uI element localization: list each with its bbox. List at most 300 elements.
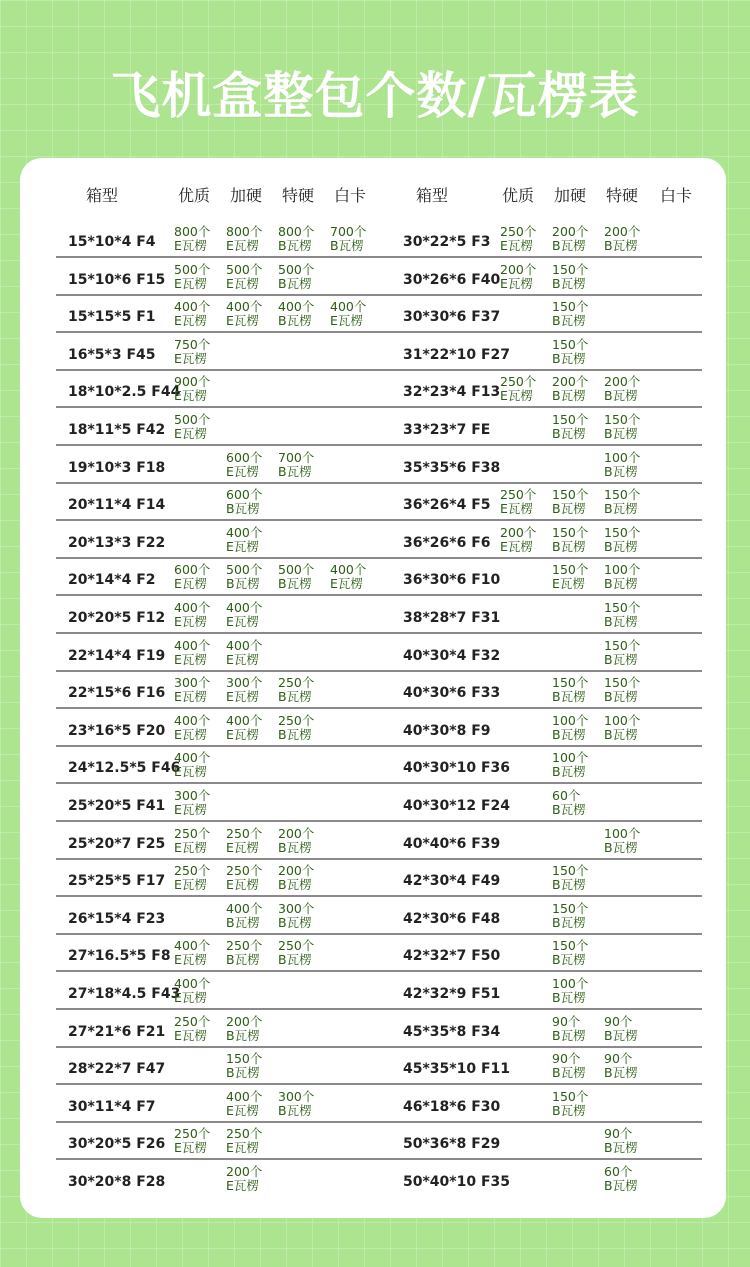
quantity-cell-hardened-right — [552, 526, 602, 554]
box-type-right: 40*30*8 F9 — [403, 722, 491, 739]
quantity-count: 200个 — [226, 1164, 263, 1179]
flute-type: B瓦楞 — [552, 877, 586, 893]
quantity-cell-extra-hard-right — [604, 1165, 654, 1193]
quantity-count: 90个 — [604, 1013, 633, 1029]
flute-type: E瓦楞 — [500, 238, 533, 253]
quantity-count: 200个 — [552, 374, 589, 390]
header-box-type-right: 箱型 — [416, 186, 449, 205]
quantity-cell-extra-hard-right — [604, 601, 654, 629]
quantity-count: 150个 — [552, 938, 589, 954]
flute-type: B瓦楞 — [278, 238, 312, 253]
quantity-count: 150个 — [552, 336, 589, 352]
quantity-count: 200个 — [552, 224, 589, 239]
table-row — [56, 710, 702, 747]
quantity-cell-white-card-left — [330, 225, 380, 253]
quantity-cell-extra-hard-left — [278, 300, 328, 328]
quantity-cell-hardened-left — [226, 639, 276, 667]
quantity-count: 250个 — [174, 1013, 211, 1029]
quantity-count: 400个 — [174, 976, 211, 991]
flute-type: B瓦楞 — [226, 1065, 260, 1081]
quantity-count: 250个 — [500, 374, 537, 390]
quantity-cell-premium-right — [500, 263, 550, 291]
quantity-count: 250个 — [278, 675, 315, 691]
table-row — [56, 1086, 702, 1123]
header-white-card-left: 白卡 — [334, 186, 367, 205]
quantity-cell-hardened-right — [552, 338, 602, 366]
quantity-cell-extra-hard-right — [604, 451, 654, 479]
flute-type: E瓦楞 — [226, 839, 259, 855]
quantity-count: 250个 — [500, 224, 537, 239]
quantity-cell-hardened-left — [226, 864, 276, 892]
flute-type: E瓦楞 — [174, 350, 207, 366]
box-type-left: 25*25*5 F17 — [68, 873, 166, 890]
flute-type: E瓦楞 — [174, 839, 207, 855]
quantity-cell-extra-hard-right — [604, 676, 654, 704]
box-type-left: 20*11*4 F14 — [68, 497, 166, 514]
flute-type: E瓦楞 — [226, 1178, 259, 1193]
flute-type: B瓦楞 — [552, 238, 586, 253]
box-type-left: 28*22*7 F47 — [68, 1061, 166, 1078]
box-type-left: 20*14*4 F2 — [68, 572, 156, 589]
quantity-count: 60个 — [604, 1164, 633, 1179]
quantity-count: 150个 — [604, 675, 641, 691]
quantity-count: 600个 — [226, 449, 263, 465]
quantity-count: 250个 — [174, 1126, 211, 1142]
quantity-count: 150个 — [604, 412, 641, 427]
quantity-count: 150个 — [604, 524, 641, 540]
quantity-cell-hardened-right — [552, 1052, 602, 1080]
box-type-right: 31*22*10 F27 — [403, 346, 511, 363]
flute-type: B瓦楞 — [552, 726, 586, 742]
box-type-right: 42*30*4 F49 — [403, 873, 501, 890]
flute-type: B瓦楞 — [604, 1178, 638, 1193]
flute-type: E瓦楞 — [174, 426, 207, 441]
quantity-cell-extra-hard-right — [604, 413, 654, 441]
flute-type: E瓦楞 — [500, 501, 533, 517]
box-type-left: 27*16.5*5 F8 — [68, 948, 171, 965]
quantity-cell-hardened-left — [226, 1165, 276, 1193]
flute-type: B瓦楞 — [226, 1027, 260, 1043]
quantity-cell-extra-hard-left — [278, 563, 328, 591]
quantity-cell-hardened-left — [226, 714, 276, 742]
table-row — [56, 259, 702, 296]
flute-type: B瓦楞 — [604, 238, 638, 253]
quantity-cell-premium-left — [174, 413, 224, 441]
quantity-cell-hardened-left — [226, 526, 276, 554]
quantity-count: 300个 — [174, 675, 211, 691]
quantity-cell-extra-hard-left — [278, 714, 328, 742]
quantity-cell-extra-hard-right — [604, 1127, 654, 1155]
header-white-card-right: 白卡 — [660, 186, 693, 205]
flute-type: B瓦楞 — [552, 914, 586, 930]
flute-type: B瓦楞 — [552, 689, 586, 705]
header-extra-hard-left: 特硬 — [282, 186, 315, 205]
quantity-count: 250个 — [174, 863, 211, 879]
box-type-right: 36*26*4 F5 — [403, 497, 491, 514]
quantity-count: 700个 — [330, 224, 367, 239]
table-row — [56, 635, 702, 672]
table-row — [56, 823, 702, 860]
box-type-left: 18*11*5 F42 — [68, 422, 166, 438]
flute-type: B瓦楞 — [552, 275, 586, 291]
quantity-count: 750个 — [174, 336, 211, 352]
quantity-cell-hardened-right — [552, 488, 602, 516]
flute-type: E瓦楞 — [174, 576, 207, 592]
box-type-left: 22*14*4 F19 — [68, 647, 166, 664]
quantity-cell-extra-hard-right — [604, 639, 654, 667]
quantity-count: 150个 — [604, 600, 641, 615]
flute-type: B瓦楞 — [278, 839, 312, 855]
flute-type: B瓦楞 — [226, 914, 260, 930]
quantity-count: 150个 — [552, 1088, 589, 1104]
quantity-cell-premium-right — [500, 375, 550, 403]
quantity-cell-extra-hard-left — [278, 864, 328, 892]
quantity-count: 100个 — [604, 825, 641, 841]
flute-type: B瓦楞 — [604, 576, 638, 592]
quantity-cell-premium-left — [174, 864, 224, 892]
box-type-right: 50*36*8 F29 — [403, 1136, 501, 1153]
table-row — [56, 1011, 702, 1048]
table-row — [56, 447, 702, 484]
quantity-count: 500个 — [226, 261, 263, 277]
quantity-count: 150个 — [226, 1051, 263, 1067]
quantity-cell-hardened-right — [552, 375, 602, 403]
quantity-count: 300个 — [278, 900, 315, 916]
quantity-cell-premium-left — [174, 1015, 224, 1043]
quantity-cell-premium-left — [174, 375, 224, 403]
quantity-cell-extra-hard-right — [604, 714, 654, 742]
quantity-count: 150个 — [552, 675, 589, 691]
quantity-cell-extra-hard-right — [604, 1052, 654, 1080]
quantity-count: 100个 — [604, 449, 641, 465]
quantity-cell-premium-left — [174, 601, 224, 629]
flute-type: B瓦楞 — [278, 463, 312, 479]
box-type-left: 25*20*5 F41 — [68, 798, 166, 814]
quantity-cell-premium-left — [174, 639, 224, 667]
box-type-right: 36*26*6 F6 — [403, 534, 491, 551]
flute-type: B瓦楞 — [552, 990, 586, 1005]
quantity-cell-hardened-left — [226, 563, 276, 591]
quantity-cell-hardened-left — [226, 225, 276, 253]
flute-type: E瓦楞 — [174, 689, 207, 705]
quantity-cell-hardened-right — [552, 789, 602, 817]
quantity-count: 250个 — [278, 938, 315, 954]
quantity-cell-hardened-right — [552, 300, 602, 328]
flute-type: B瓦楞 — [604, 1027, 638, 1043]
box-type-left: 23*16*5 F20 — [68, 722, 166, 739]
flute-type: B瓦楞 — [552, 501, 586, 517]
table-row — [56, 935, 702, 972]
quantity-count: 800个 — [278, 224, 315, 239]
quantity-count: 400个 — [226, 1088, 263, 1104]
box-type-right: 42*30*6 F48 — [403, 910, 501, 927]
quantity-cell-extra-hard-left — [278, 902, 328, 930]
quantity-count: 400个 — [330, 299, 367, 315]
flute-type: B瓦楞 — [552, 388, 586, 404]
flute-type: B瓦楞 — [604, 388, 638, 404]
flute-type: B瓦楞 — [604, 1065, 638, 1081]
quantity-cell-premium-left — [174, 714, 224, 742]
quantity-count: 150个 — [552, 299, 589, 315]
quantity-cell-hardened-right — [552, 1090, 602, 1118]
flute-type: E瓦楞 — [174, 990, 207, 1005]
flute-type: E瓦楞 — [226, 689, 259, 705]
quantity-cell-hardened-right — [552, 263, 602, 291]
quantity-count: 700个 — [278, 449, 315, 465]
flute-type: E瓦楞 — [226, 275, 259, 291]
quantity-cell-hardened-left — [226, 676, 276, 704]
quantity-count: 100个 — [604, 562, 641, 578]
table-card — [20, 158, 726, 1218]
quantity-count: 60个 — [552, 788, 581, 803]
quantity-count: 300个 — [174, 788, 211, 803]
quantity-cell-extra-hard-left — [278, 1090, 328, 1118]
quantity-count: 500个 — [174, 412, 211, 427]
flute-type: E瓦楞 — [174, 275, 207, 291]
flute-type: E瓦楞 — [226, 238, 259, 253]
quantity-count: 250个 — [226, 938, 263, 954]
quantity-count: 100个 — [552, 712, 589, 728]
quantity-cell-hardened-left — [226, 601, 276, 629]
box-type-right: 40*30*10 F36 — [403, 760, 511, 777]
quantity-cell-hardened-right — [552, 714, 602, 742]
box-type-right: 30*26*6 F40 — [403, 271, 501, 288]
quantity-cell-hardened-right — [552, 413, 602, 441]
quantity-count: 150个 — [552, 524, 589, 540]
quantity-cell-hardened-left — [226, 827, 276, 855]
box-type-left: 15*10*6 F15 — [68, 271, 166, 288]
quantity-cell-hardened-left — [226, 1015, 276, 1043]
quantity-cell-white-card-left — [330, 563, 380, 591]
flute-type: B瓦楞 — [278, 313, 312, 329]
quantity-count: 150个 — [604, 637, 641, 653]
box-type-left: 16*5*3 F45 — [68, 346, 156, 363]
quantity-count: 300个 — [278, 1088, 315, 1104]
quantity-cell-hardened-left — [226, 1127, 276, 1155]
flute-type: B瓦楞 — [604, 426, 638, 441]
quantity-cell-extra-hard-left — [278, 676, 328, 704]
quantity-cell-extra-hard-right — [604, 563, 654, 591]
box-type-left: 20*20*5 F12 — [68, 610, 166, 626]
quantity-count: 400个 — [278, 299, 315, 315]
quantity-count: 150个 — [552, 412, 589, 427]
quantity-count: 600个 — [174, 562, 211, 578]
flute-type: B瓦楞 — [226, 501, 260, 517]
flute-type: E瓦楞 — [174, 764, 207, 780]
flute-type: B瓦楞 — [552, 764, 586, 780]
flute-type: E瓦楞 — [174, 877, 207, 893]
quantity-cell-premium-left — [174, 827, 224, 855]
quantity-count: 500个 — [278, 261, 315, 277]
quantity-cell-extra-hard-left — [278, 827, 328, 855]
table-row — [56, 371, 702, 408]
box-type-right: 42*32*9 F51 — [403, 986, 501, 1002]
quantity-count: 200个 — [500, 261, 537, 277]
quantity-count: 200个 — [278, 825, 315, 841]
flute-type: E瓦楞 — [226, 651, 259, 667]
quantity-cell-extra-hard-right — [604, 1015, 654, 1043]
quantity-cell-hardened-right — [552, 751, 602, 779]
flute-type: B瓦楞 — [604, 839, 638, 855]
flute-type: B瓦楞 — [226, 576, 260, 592]
flute-type: E瓦楞 — [226, 1140, 259, 1156]
quantity-count: 400个 — [174, 637, 211, 653]
box-type-left: 24*12.5*5 F46 — [68, 760, 181, 777]
quantity-count: 500个 — [278, 562, 315, 578]
table-row — [56, 860, 702, 897]
quantity-cell-extra-hard-right — [604, 225, 654, 253]
quantity-cell-hardened-right — [552, 563, 602, 591]
quantity-cell-hardened-right — [552, 977, 602, 1005]
quantity-count: 250个 — [226, 1126, 263, 1142]
quantity-count: 400个 — [226, 600, 263, 615]
quantity-count: 600个 — [226, 487, 263, 503]
flute-type: E瓦楞 — [174, 238, 207, 253]
header-premium-left: 优质 — [178, 186, 211, 205]
flute-type: B瓦楞 — [552, 426, 586, 441]
quantity-count: 200个 — [604, 374, 641, 390]
quantity-count: 400个 — [226, 900, 263, 916]
quantity-count: 400个 — [174, 299, 211, 315]
flute-type: B瓦楞 — [604, 538, 638, 554]
quantity-cell-extra-hard-right — [604, 375, 654, 403]
flute-type: E瓦楞 — [174, 651, 207, 667]
box-type-right: 45*35*8 F34 — [403, 1023, 501, 1040]
flute-type: B瓦楞 — [604, 614, 638, 629]
box-type-left: 18*10*2.5 F44 — [68, 384, 181, 401]
header-hardened-left: 加硬 — [230, 186, 263, 205]
quantity-count: 400个 — [174, 600, 211, 615]
table-row — [56, 672, 702, 709]
quantity-cell-extra-hard-right — [604, 526, 654, 554]
quantity-cell-hardened-left — [226, 300, 276, 328]
quantity-cell-white-card-left — [330, 300, 380, 328]
flute-type: E瓦楞 — [174, 726, 207, 742]
flute-type: B瓦楞 — [604, 1140, 638, 1156]
flute-type: E瓦楞 — [500, 388, 533, 404]
quantity-count: 500个 — [174, 261, 211, 277]
quantity-count: 200个 — [500, 524, 537, 540]
table-row — [56, 334, 702, 371]
quantity-cell-extra-hard-left — [278, 451, 328, 479]
box-type-left: 27*18*4.5 F43 — [68, 986, 181, 1002]
flute-type: E瓦楞 — [226, 726, 259, 742]
box-type-left: 22*15*6 F16 — [68, 685, 166, 702]
box-type-left: 30*11*4 F7 — [68, 1098, 156, 1115]
box-type-right: 50*40*10 F35 — [403, 1174, 511, 1190]
quantity-cell-premium-left — [174, 1127, 224, 1155]
box-type-right: 40*40*6 F39 — [403, 835, 501, 852]
flute-type: B瓦楞 — [604, 726, 638, 742]
box-type-right: 33*23*7 FE — [403, 422, 491, 438]
quantity-cell-premium-left — [174, 939, 224, 967]
box-type-left: 15*15*5 F1 — [68, 309, 156, 326]
table-row — [56, 747, 702, 784]
flute-type: B瓦楞 — [330, 238, 364, 253]
header-premium-right: 优质 — [502, 186, 535, 205]
quantity-count: 150个 — [552, 261, 589, 277]
quantity-count: 100个 — [552, 976, 589, 991]
table-row — [56, 484, 702, 521]
header-box-type-left: 箱型 — [86, 186, 119, 205]
flute-type: E瓦楞 — [174, 1027, 207, 1043]
quantity-cell-hardened-left — [226, 1090, 276, 1118]
flute-type: B瓦楞 — [278, 576, 312, 592]
quantity-cell-hardened-left — [226, 451, 276, 479]
quantity-count: 800个 — [226, 224, 263, 239]
quantity-count: 400个 — [174, 938, 211, 954]
box-type-left: 30*20*8 F28 — [68, 1174, 166, 1190]
flute-type: B瓦楞 — [278, 275, 312, 291]
flute-type: B瓦楞 — [552, 1027, 586, 1043]
box-type-right: 38*28*7 F31 — [403, 610, 501, 626]
quantity-cell-hardened-right — [552, 939, 602, 967]
flute-type: E瓦楞 — [226, 313, 259, 329]
quantity-count: 150个 — [552, 487, 589, 503]
flute-type: B瓦楞 — [278, 914, 312, 930]
flute-type: B瓦楞 — [278, 689, 312, 705]
box-type-left: 19*10*3 F18 — [68, 459, 166, 476]
quantity-cell-hardened-left — [226, 902, 276, 930]
quantity-cell-premium-left — [174, 225, 224, 253]
quantity-cell-premium-left — [174, 789, 224, 817]
quantity-count: 90个 — [552, 1013, 581, 1029]
box-type-right: 42*32*7 F50 — [403, 948, 501, 965]
flute-type: E瓦楞 — [226, 877, 259, 893]
flute-type: B瓦楞 — [278, 1102, 312, 1118]
table-row — [56, 1161, 702, 1198]
quantity-count: 400个 — [226, 524, 263, 540]
header-hardened-right: 加硬 — [554, 186, 587, 205]
quantity-cell-hardened-right — [552, 864, 602, 892]
quantity-cell-extra-hard-left — [278, 225, 328, 253]
quantity-count: 400个 — [226, 712, 263, 728]
box-type-right: 35*35*6 F38 — [403, 459, 501, 476]
flute-type: B瓦楞 — [278, 952, 312, 968]
box-type-right: 32*23*4 F13 — [403, 384, 501, 401]
quantity-count: 200个 — [278, 863, 315, 879]
quantity-cell-premium-left — [174, 977, 224, 1005]
flute-type: B瓦楞 — [604, 689, 638, 705]
flute-type: B瓦楞 — [604, 501, 638, 517]
flute-type: B瓦楞 — [552, 313, 586, 329]
flute-type: B瓦楞 — [552, 1102, 586, 1118]
box-type-right: 30*22*5 F3 — [403, 234, 491, 250]
quantity-cell-extra-hard-right — [604, 827, 654, 855]
flute-type: E瓦楞 — [552, 576, 585, 592]
quantity-cell-premium-right — [500, 526, 550, 554]
flute-type: E瓦楞 — [174, 388, 207, 404]
quantity-count: 900个 — [174, 374, 211, 390]
quantity-count: 100个 — [604, 712, 641, 728]
table-row — [56, 559, 702, 596]
quantity-cell-hardened-right — [552, 902, 602, 930]
flute-type: E瓦楞 — [226, 463, 259, 479]
flute-type: B瓦楞 — [552, 952, 586, 968]
quantity-count: 400个 — [226, 637, 263, 653]
quantity-count: 250个 — [226, 863, 263, 879]
flute-type: B瓦楞 — [552, 538, 586, 554]
flute-type: E瓦楞 — [330, 313, 363, 329]
quantity-cell-hardened-left — [226, 939, 276, 967]
quantity-count: 90个 — [604, 1051, 633, 1067]
quantity-count: 250个 — [226, 825, 263, 841]
flute-type: E瓦楞 — [174, 614, 207, 629]
box-type-right: 45*35*10 F11 — [403, 1061, 511, 1078]
flute-type: E瓦楞 — [174, 1140, 207, 1156]
quantity-cell-premium-left — [174, 300, 224, 328]
quantity-count: 90个 — [604, 1126, 633, 1142]
